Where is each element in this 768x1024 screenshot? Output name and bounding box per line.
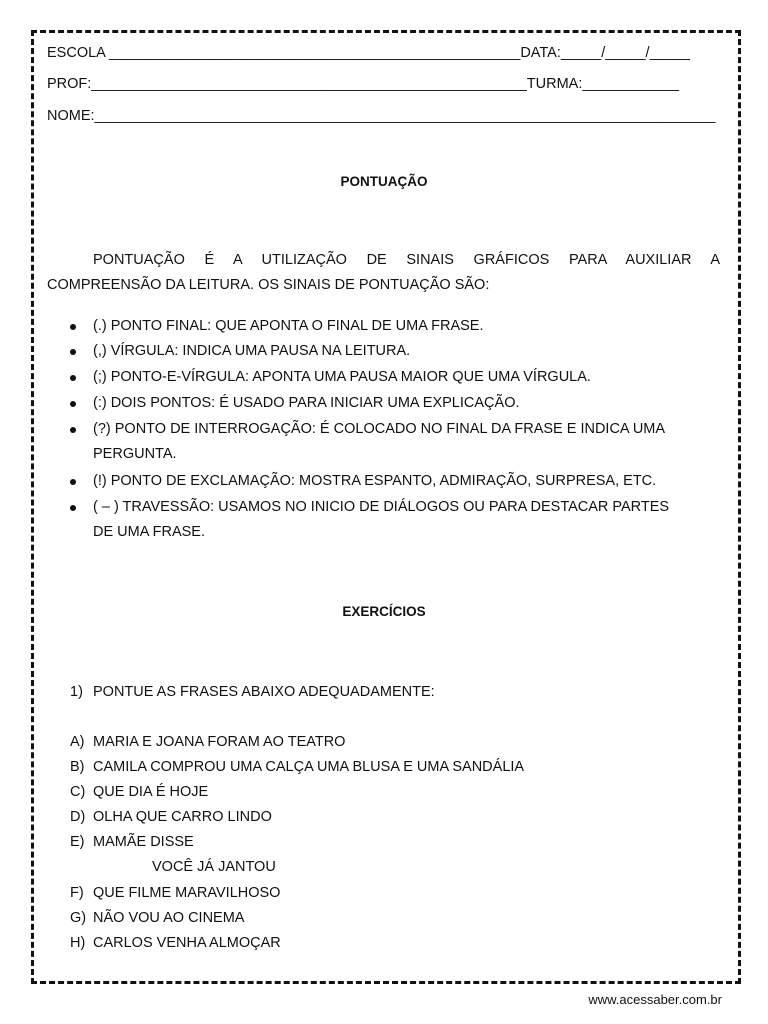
- item-text: QUE DIA É HOJE: [93, 784, 209, 800]
- list-item-continuation: PERGUNTA.: [93, 446, 177, 462]
- list-item: (!) PONTO DE EXCLAMAÇÃO: MOSTRA ESPANTO, ADMIRAÇÃO, SURPRESA, ETC.: [93, 473, 657, 489]
- section-title: PONTUAÇÃO: [340, 174, 428, 189]
- exercises-title: EXERCÍCIOS: [342, 604, 426, 619]
- list-item: (:) DOIS PONTOS: É USADO PARA INICIAR UMA EXPLICAÇÃO.: [93, 395, 520, 411]
- list-item: ( – ) TRAVESSÃO: USAMOS NO INICIO DE DIÁLOGOS OU PARA DESTACAR PARTES: [93, 499, 670, 515]
- bullet-dot: [70, 349, 76, 355]
- bullet-dot: [70, 324, 76, 330]
- item-text: MAMÃE DISSE: [93, 834, 194, 850]
- bullet-dot: [70, 479, 76, 485]
- item-text: MARIA E JOANA FORAM AO TEATRO: [93, 734, 346, 750]
- item-text: NÃO VOU AO CINEMA: [93, 910, 245, 926]
- list-item: (,) VÍRGULA: INDICA UMA PAUSA NA LEITURA.: [93, 343, 411, 359]
- item-letter: A): [70, 734, 85, 750]
- item-letter: C): [70, 784, 86, 800]
- list-item: (.) PONTO FINAL: QUE APONTA O FINAL DE UMA FRASE.: [93, 318, 484, 334]
- item-text: OLHA QUE CARRO LINDO: [93, 809, 272, 825]
- school-date-line: ESCOLA ___________________________________________________DATA:_____/_____/_____: [47, 45, 690, 61]
- item-text-dialogue: VOCÊ JÁ JANTOU: [152, 859, 276, 875]
- footer-url: www.acessaber.com.br: [588, 992, 722, 1007]
- item-text: CAMILA COMPROU UMA CALÇA UMA BLUSA E UMA SANDÁLIA: [93, 759, 525, 775]
- question-number: 1): [70, 684, 83, 700]
- bullet-dot: [70, 427, 76, 433]
- list-item: (;) PONTO-E-VÍRGULA: APONTA UMA PAUSA MAIOR QUE UMA VÍRGULA.: [93, 369, 591, 385]
- item-letter: H): [70, 935, 86, 951]
- item-letter: F): [70, 885, 84, 901]
- item-text: CARLOS VENHA ALMOÇAR: [93, 935, 281, 951]
- bullet-dot: [70, 401, 76, 407]
- list-item-continuation: DE UMA FRASE.: [93, 524, 205, 540]
- list-item: (?) PONTO DE INTERROGAÇÃO: É COLOCADO NO FINAL DA FRASE E INDICA UMA: [93, 421, 666, 437]
- item-letter: D): [70, 809, 86, 825]
- teacher-class-line: PROF:______________________________________________________TURMA:____________: [47, 76, 680, 92]
- question-text: PONTUE AS FRASES ABAIXO ADEQUADAMENTE:: [93, 684, 435, 700]
- item-letter: B): [70, 759, 85, 775]
- bullet-dot: [70, 505, 76, 511]
- bullet-dot: [70, 375, 76, 381]
- item-letter: G): [70, 910, 87, 926]
- student-name-line: NOME:_____________________________________________________________________________: [47, 108, 716, 124]
- intro-line-2: COMPREENSÃO DA LEITURA. OS SINAIS DE PONTUAÇÃO SÃO:: [47, 277, 490, 293]
- item-letter: E): [70, 834, 85, 850]
- item-text: QUE FILME MARAVILHOSO: [93, 885, 281, 901]
- intro-line-1: PONTUAÇÃO É A UTILIZAÇÃO DE SINAIS GRÁFICOS PARA AUXILIAR A: [93, 252, 720, 268]
